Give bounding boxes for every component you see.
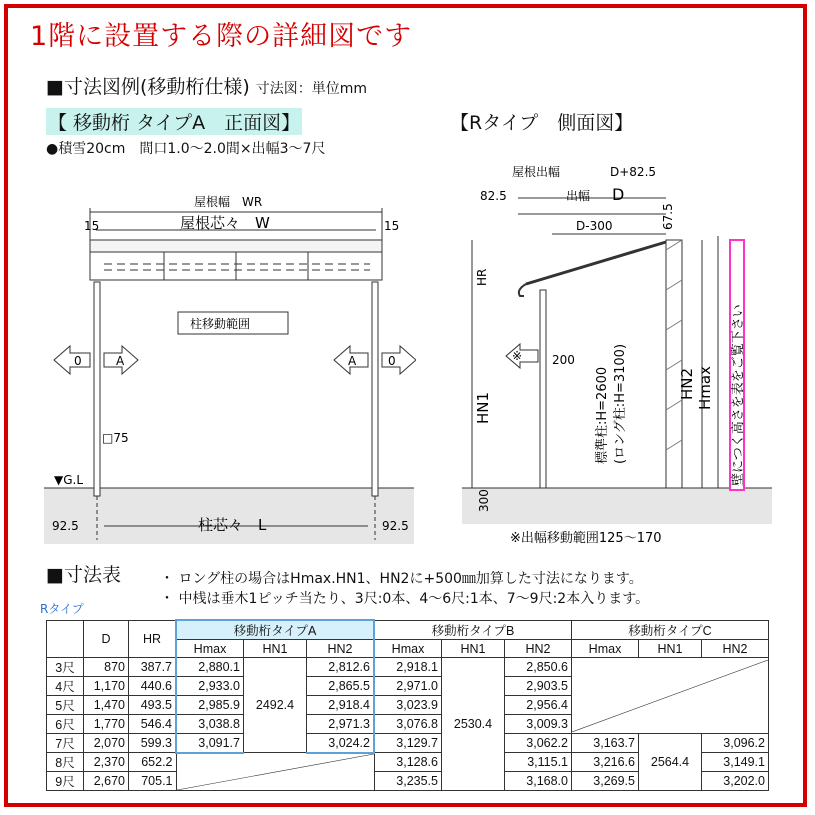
- side-view-diagram: [440, 160, 780, 550]
- row-c-hn2: 3,202.0: [702, 772, 769, 791]
- range-note-label: ※出幅移動範囲125～170: [510, 531, 662, 546]
- row-d: 1,170: [84, 677, 129, 696]
- row-size: 8尺: [47, 753, 84, 772]
- c-empty-diagonal: [572, 660, 768, 732]
- row-b-hmax: 3,076.8: [374, 715, 442, 734]
- header-blank: [47, 620, 84, 658]
- hn1-label: HN1: [474, 391, 492, 424]
- table-row-7: [47, 734, 769, 753]
- row-size: 9尺: [47, 772, 84, 791]
- b-hn1-merged: 2530.4: [442, 658, 505, 791]
- front-view-heading: 【 移動桁 タイプA 正面図】: [46, 108, 302, 135]
- row-hr: 599.3: [129, 734, 177, 753]
- a-empty-block: [176, 753, 374, 791]
- wall: [666, 240, 682, 488]
- row-d: 2,370: [84, 753, 129, 772]
- d825-label: D+82.5: [610, 165, 657, 179]
- row-b-hmax: 2,918.1: [374, 658, 442, 677]
- left-arrow-0: [54, 346, 90, 374]
- hmax-label: Hmax: [696, 366, 714, 410]
- right-15-label: 15: [384, 219, 400, 233]
- d300-label: D-300: [576, 219, 613, 233]
- row-hr: 440.6: [129, 677, 177, 696]
- row-a-hn2: 3,024.2: [307, 734, 375, 753]
- header-b-hn2: HN2: [505, 640, 572, 658]
- row-b-hmax: 3,023.9: [374, 696, 442, 715]
- row-b-hmax: 3,235.5: [374, 772, 442, 791]
- table-note-1: ・ ロング柱の場合はHmax.HN1、HN2に+500㎜加算した寸法になります。: [160, 571, 643, 587]
- hr-label: HR: [475, 268, 489, 286]
- header-hr: HR: [129, 620, 177, 658]
- arrow-a-right-label: A: [348, 354, 357, 368]
- dimension-section-heading: [46, 72, 367, 99]
- row-a-hmax: 2,880.1: [176, 658, 244, 677]
- side-post: [540, 290, 546, 488]
- header-b-hmax: Hmax: [374, 640, 442, 658]
- r-type-label: Rタイプ: [40, 602, 84, 616]
- post-range-label: 柱移動範囲: [190, 317, 251, 331]
- row-b-hn2: 3,062.2: [505, 734, 572, 753]
- snow-spec-note: ●積雪20cm 間口1.0～2.0間×出幅3～7尺: [46, 141, 326, 157]
- header-c-hmax: Hmax: [572, 640, 639, 658]
- v675-label: 67.5: [661, 203, 675, 230]
- right-post: [372, 282, 378, 496]
- header-group-a: 移動桁タイプA: [176, 620, 374, 640]
- a-empty-diagonal: [177, 754, 374, 790]
- header-group-b: 移動桁タイプB: [374, 620, 572, 640]
- row-c-hn2: 3,149.1: [702, 753, 769, 772]
- left-15-label: 15: [84, 219, 100, 233]
- v825-label: 82.5: [480, 189, 507, 203]
- d-label: D: [612, 185, 625, 204]
- row-a-hmax: 2,985.9: [176, 696, 244, 715]
- row-hr: 705.1: [129, 772, 177, 791]
- row-hr: 652.2: [129, 753, 177, 772]
- row-size: 4尺: [47, 677, 84, 696]
- row-d: 1,770: [84, 715, 129, 734]
- row-a-hn2: 2,865.5: [307, 677, 375, 696]
- row-c-hmax: 3,269.5: [572, 772, 639, 791]
- row-size: 3尺: [47, 658, 84, 677]
- row-a-hmax: 3,091.7: [176, 734, 244, 753]
- front-view-diagram: [44, 160, 416, 550]
- header-a-hn1: HN1: [244, 640, 307, 658]
- left-925-label: 92.5: [52, 519, 79, 533]
- roof-core-label: 屋根芯々 W: [180, 214, 270, 232]
- wall-note-label: 壁につく高さを表をご覧下さい: [731, 304, 746, 486]
- row-a-hn2: 2,812.6: [307, 658, 375, 677]
- side-ground-area: [462, 488, 772, 524]
- row-b-hn2: 3,009.3: [505, 715, 572, 734]
- header-b-hn1: HN1: [442, 640, 505, 658]
- v200-label: 200: [552, 353, 575, 367]
- row-hr: 493.5: [129, 696, 177, 715]
- table-title: ■寸法表: [46, 564, 121, 586]
- row-size: 6尺: [47, 715, 84, 734]
- side-view-heading: 【Rタイプ 側面図】: [450, 112, 634, 134]
- table-note-2: ・ 中桟は垂木1ピッチ当たり、3尺:0本、4～6尺:1本、7～9尺:2本入ります。: [160, 591, 650, 607]
- row-size: 7尺: [47, 734, 84, 753]
- std-post-label: 標準柱:H=2600: [595, 366, 610, 464]
- header-group-c: 移動桁タイプC: [572, 620, 769, 640]
- row-b-hmax: 3,129.7: [374, 734, 442, 753]
- row-d: 2,670: [84, 772, 129, 791]
- row-b-hn2: 2,903.5: [505, 677, 572, 696]
- row-a-hmax: 2,933.0: [176, 677, 244, 696]
- roof-panel: [90, 240, 382, 252]
- row-b-hn2: 2,956.4: [505, 696, 572, 715]
- v300-label: 300: [477, 489, 491, 512]
- row-b-hn2: 2,850.6: [505, 658, 572, 677]
- row-b-hn2: 3,168.0: [505, 772, 572, 791]
- row-a-hn2: 2,918.4: [307, 696, 375, 715]
- row-d: 1,470: [84, 696, 129, 715]
- roof-out-label: 屋根出幅: [512, 165, 561, 179]
- table-row-3: [47, 658, 769, 677]
- left-post: [94, 282, 100, 496]
- row-size: 5尺: [47, 696, 84, 715]
- header-a-hn2: HN2: [307, 640, 375, 658]
- unit-note: 寸法図：単位mm: [255, 81, 368, 97]
- hn2-label: HN2: [678, 367, 696, 400]
- header-d: D: [84, 620, 129, 658]
- dimension-section-label: ■寸法図例(移動桁仕様): [46, 76, 250, 98]
- row-b-hn2: 3,115.1: [505, 753, 572, 772]
- arrow-0-left-label: 0: [74, 354, 82, 368]
- row-hr: 387.7: [129, 658, 177, 677]
- arrow-a-left-label: A: [116, 354, 125, 368]
- header-c-hn2: HN2: [702, 640, 769, 658]
- row-c-hmax: 3,163.7: [572, 734, 639, 753]
- page-title: 1階に設置する際の詳細図です: [30, 21, 413, 52]
- out-label: 出幅: [566, 189, 591, 203]
- row-c-hmax: 3,216.6: [572, 753, 639, 772]
- c-hn1-merged: 2564.4: [639, 734, 702, 791]
- row-a-hmax: 3,038.8: [176, 715, 244, 734]
- gutter-curve: [519, 284, 526, 296]
- long-post-label: (ロング柱:H=3100): [613, 343, 628, 464]
- roof-width-label: 屋根幅 WR: [194, 195, 263, 209]
- row-hr: 546.4: [129, 715, 177, 734]
- header-c-hn1: HN1: [639, 640, 702, 658]
- post-size-label: □75: [102, 431, 129, 445]
- row-a-hn2: 2,971.3: [307, 715, 375, 734]
- c-empty-block: [572, 658, 769, 734]
- dimension-table: [46, 619, 769, 791]
- row-d: 870: [84, 658, 129, 677]
- row-d: 2,070: [84, 734, 129, 753]
- gl-label: ▼G.L: [54, 473, 84, 487]
- row-b-hmax: 2,971.0: [374, 677, 442, 696]
- row-b-hmax: 3,128.6: [374, 753, 442, 772]
- header-a-hmax: Hmax: [176, 640, 244, 658]
- table-header-row-1: [47, 620, 769, 640]
- arrow-0-right-label: 0: [388, 354, 396, 368]
- roof-line: [526, 242, 666, 284]
- mark-label: ※: [512, 349, 523, 363]
- row-c-hn2: 3,096.2: [702, 734, 769, 753]
- a-hn1-merged: 2492.4: [244, 658, 307, 753]
- post-core-label: 柱芯々 L: [198, 516, 267, 534]
- right-925-label: 92.5: [382, 519, 409, 533]
